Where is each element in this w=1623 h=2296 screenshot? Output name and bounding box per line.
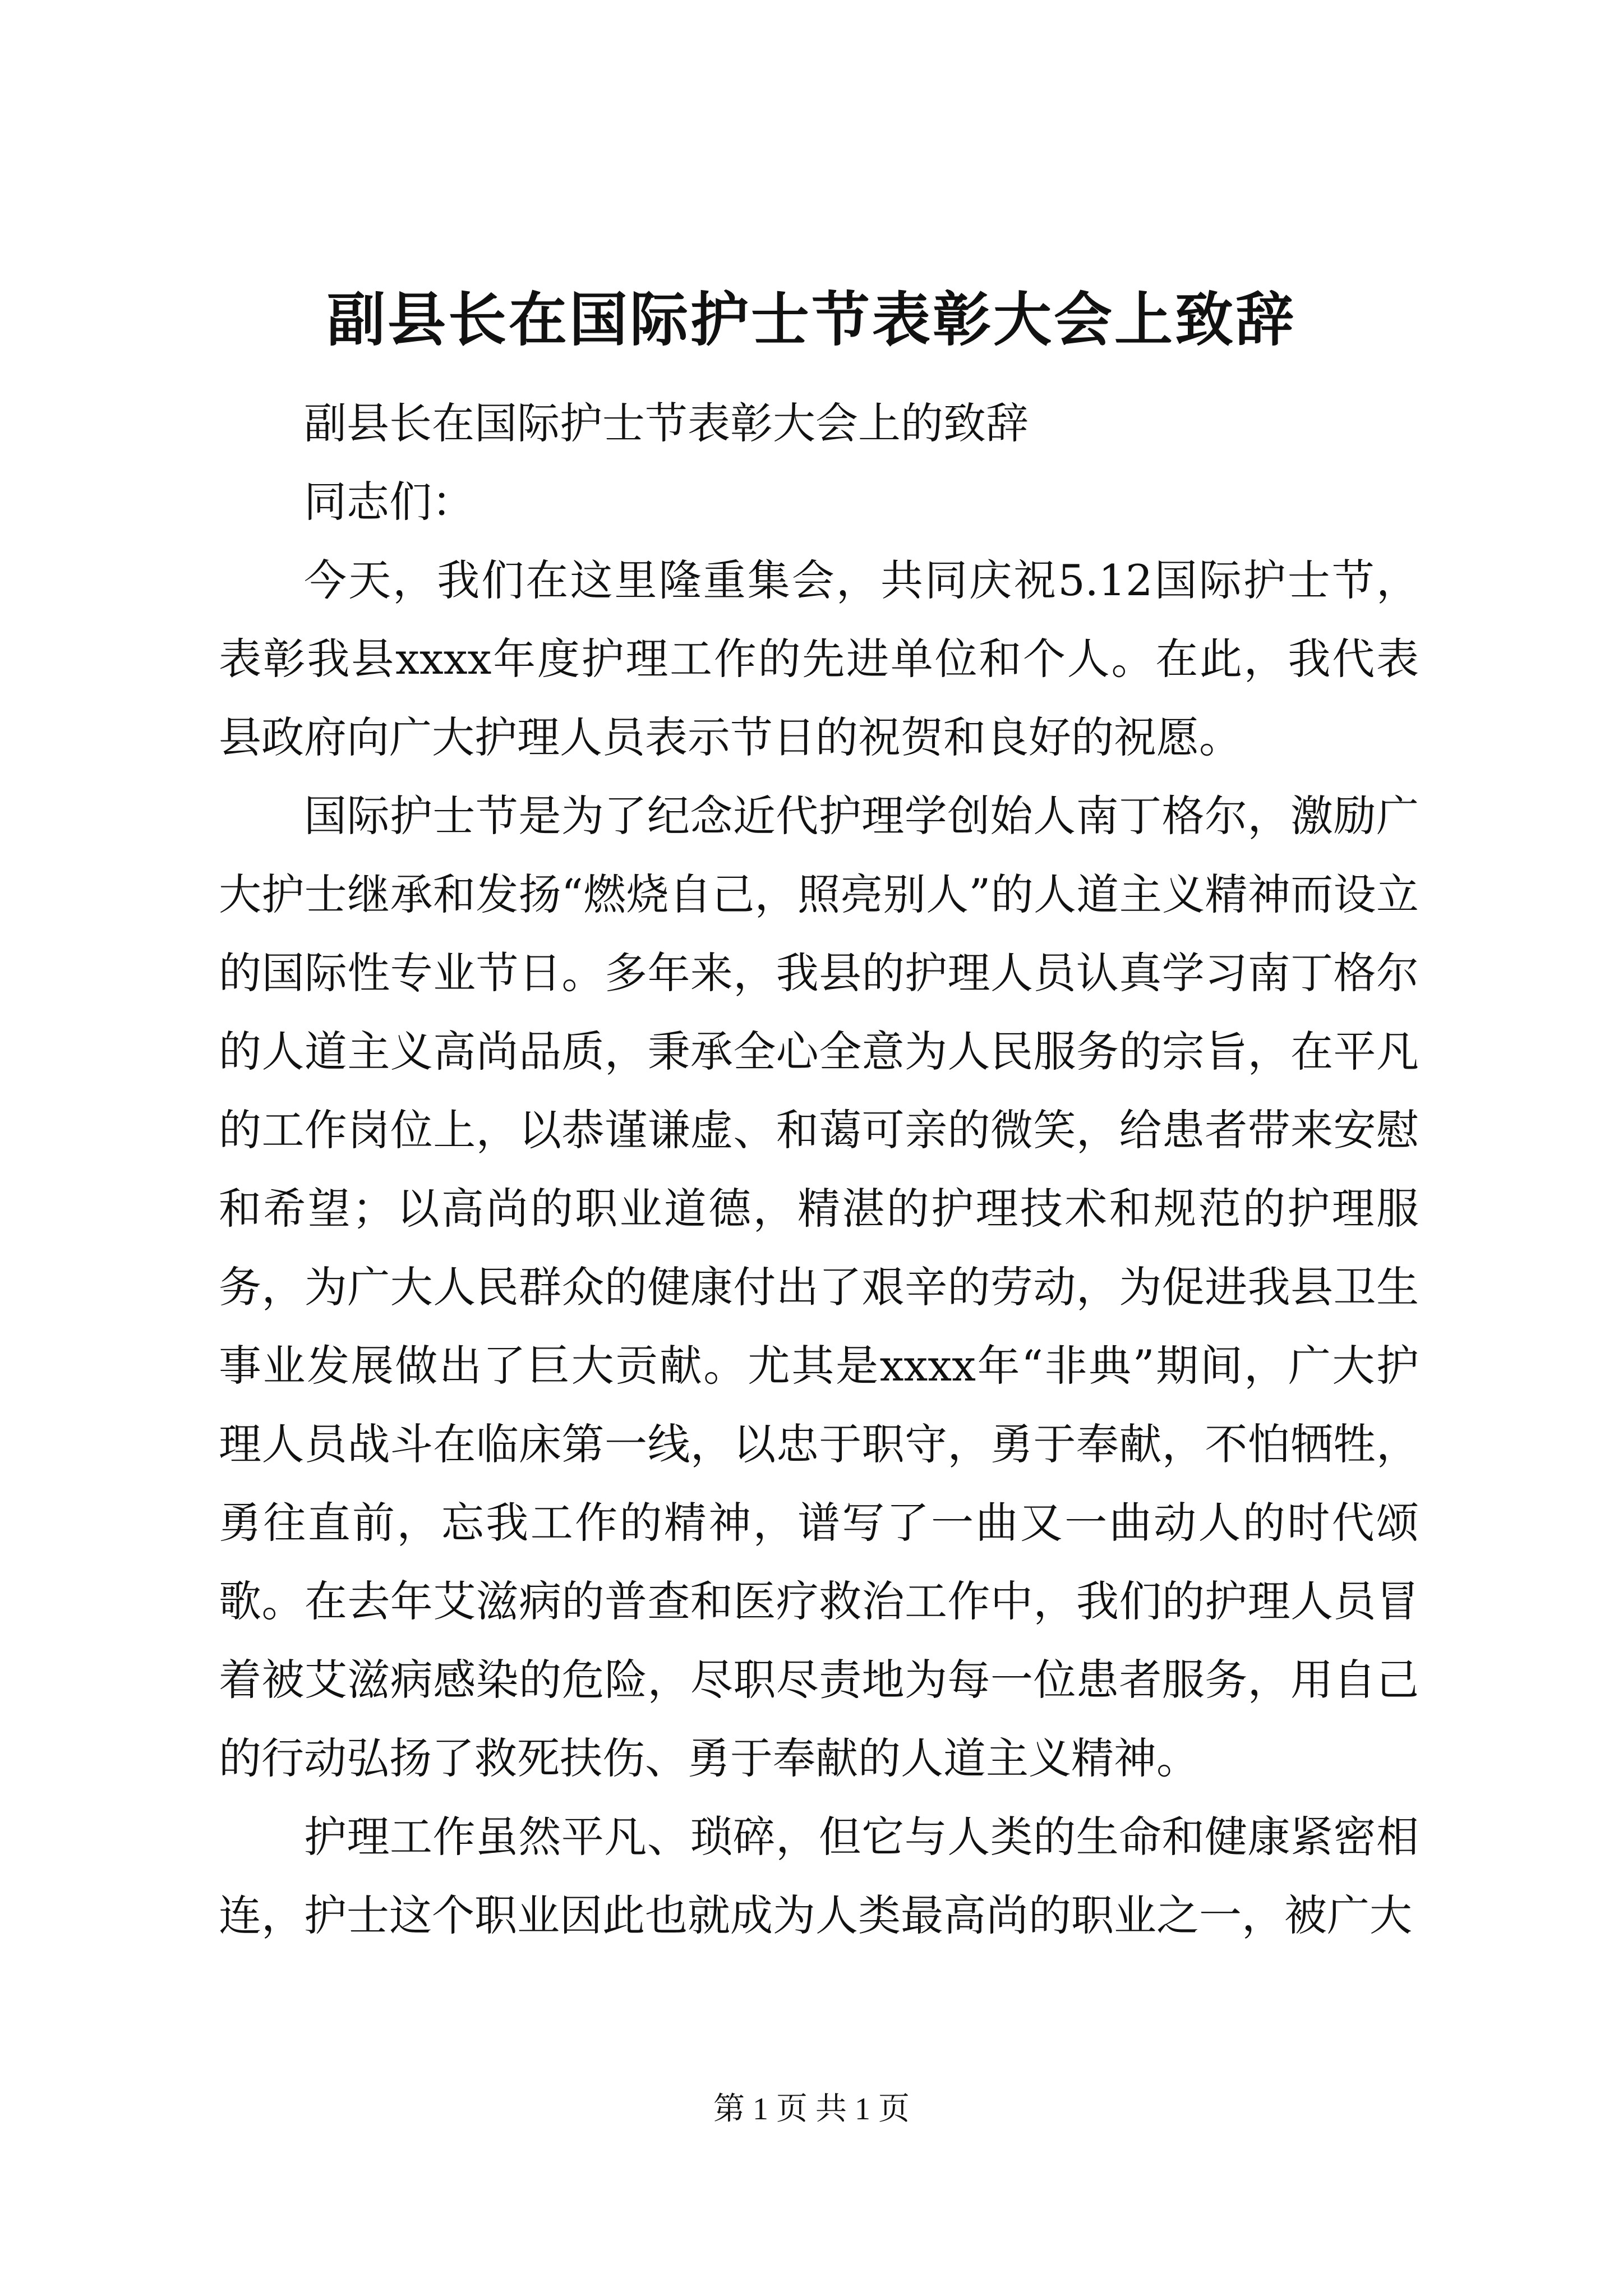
document-body [219,384,1419,1955]
page-footer: 第 1 页 共 1 页 [713,2092,910,2127]
body-paragraph: 护理工作虽然平凡、琐碎，但它与人类的生命和健康紧密相连，护士这个职业因此也就成为人类最高尚的职业之一，被广大 [219,1812,1419,1940]
subtitle-paragraph: 副县长在国际护士节表彰大会上的致辞 [304,398,1029,448]
body-paragraph: 国际护士节是为了纪念近代护理学创始人南丁格尔，激励广大护士继承和发扬“燃烧自己，照亮别人”的人道主义精神而设立的国际性专业节日。多年来，我县的护理人员认真学习南丁格尔的人道主义高尚品质，秉承全心全意为人民服务的宗旨，在平凡的工作岗位上，以恭谨谦虚、和蔼可亲的微笑，给患者带来安慰和希望；以高尚的职业道德，精湛的护理技术和规范的护理服务，为广大人民群众的健康付出了艰辛的劳动，为促进我县卫生事业发展做出了巨大贡献。尤其是xxxx年“非典”期间，广大护理人员战斗在临床第一线，以忠于职守，勇于奉献，不怕牺牲，勇往直前，忘我工作的精神，谱写了一曲又一曲动人的时代颂歌。在去年艾滋病的普查和医疗救治工作中，我们的护理人员冒着被艾滋病感染的危险，尽职尽责地为每一位患者服务，用自己的行动弘扬了救死扶伤、勇于奉献的人道主义精神。 [219,791,1419,1783]
body-paragraph: 今天，我们在这里隆重集会，共同庆祝5.12国际护士节，表彰我县xxxx年度护理工作的先进单位和个人。在此，我代表县政府向广大护理人员表示节日的祝贺和良好的祝愿。 [219,555,1419,762]
document-title: 副县长在国际护士节表彰大会上致辞 [326,285,1296,354]
salutation-paragraph: 同志们： [304,477,474,527]
